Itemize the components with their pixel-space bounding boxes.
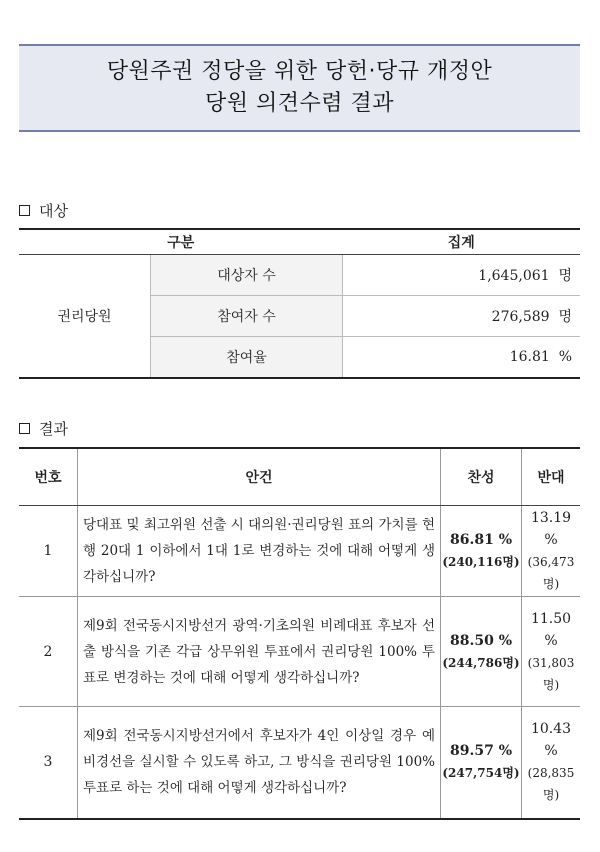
header-no-vote: 반대 (522, 448, 581, 506)
no-count: (31,803명) (527, 655, 575, 692)
title-line-2: 당원 의견수렴 결과 (204, 91, 394, 116)
row-value: 1,645,061 명 (343, 255, 581, 296)
section-heading-label: 대상 (39, 202, 68, 220)
row-label: 참여자 수 (151, 296, 343, 337)
no-count: (36,473명) (527, 555, 575, 591)
agenda-question: 제9회 전국동시지방선거 광역·기초의원 비례대표 후보자 선출 방식을 기존 각급 상무위원 투표에서 권리당원 100% 투표로 변경하는 것에 대해 어떻게 생각하십니까? (78, 597, 441, 707)
row-label: 대상자 수 (151, 255, 343, 296)
header-total: 집계 (343, 229, 581, 255)
table-row (19, 255, 580, 296)
header-category: 구분 (19, 229, 343, 255)
yes-count: (240,116명) (442, 555, 520, 569)
section-heading-target (19, 200, 68, 221)
section-heading-label: 결과 (39, 420, 68, 438)
title-line-1: 당원주권 정당을 위한 당헌·당규 개정안 (106, 59, 493, 84)
header-yes: 찬성 (441, 448, 522, 506)
group-label: 권리당원 (19, 255, 151, 379)
table-header-row (19, 448, 580, 506)
table-row (19, 506, 580, 597)
section-heading-result (19, 418, 68, 439)
row-number: 2 (19, 597, 78, 707)
row-number: 1 (19, 506, 78, 597)
no-result (522, 597, 581, 707)
yes-percent: 89.57 % (449, 743, 512, 760)
no-percent: 13.19 % (530, 510, 572, 548)
row-number: 3 (19, 707, 78, 819)
no-result (522, 506, 581, 597)
agenda-question: 당대표 및 최고위원 선출 시 대의원·권리당원 표의 가치를 현행 20대 1 이하에서 1대 1로 변경하는 것에 대해 어떻게 생각하십니까? (78, 506, 441, 597)
table-row (19, 707, 580, 819)
no-percent: 10.43 % (530, 721, 572, 760)
table-row (19, 597, 580, 707)
title-banner (19, 44, 580, 132)
checkbox-square-icon (19, 423, 30, 434)
yes-percent: 86.81 % (449, 532, 512, 548)
header-no: 번호 (19, 448, 78, 506)
agenda-question: 제9회 전국동시지방선거에서 후보자가 4인 이상일 경우 예비경선을 실시할 수 있도록 하고, 그 방식을 권리당원 100% 투표로 하는 것에 대해 어떻게 생각하십니까? (78, 707, 441, 819)
no-count: (28,835명) (527, 766, 575, 803)
yes-result (441, 707, 522, 819)
row-label: 참여율 (151, 337, 343, 379)
yes-count: (244,786명) (442, 655, 520, 670)
result-table (19, 447, 580, 820)
row-value: 276,589 명 (343, 296, 581, 337)
yes-count: (247,754명) (442, 766, 520, 781)
yes-result (441, 506, 522, 597)
no-result (522, 707, 581, 819)
yes-percent: 88.50 % (449, 632, 512, 649)
header-agenda: 안건 (78, 448, 441, 506)
no-percent: 11.50 % (530, 610, 572, 649)
table-header-row (19, 229, 580, 255)
yes-result (441, 597, 522, 707)
checkbox-square-icon (19, 205, 30, 216)
row-value: 16.81 % (343, 337, 581, 379)
target-table (19, 228, 580, 379)
